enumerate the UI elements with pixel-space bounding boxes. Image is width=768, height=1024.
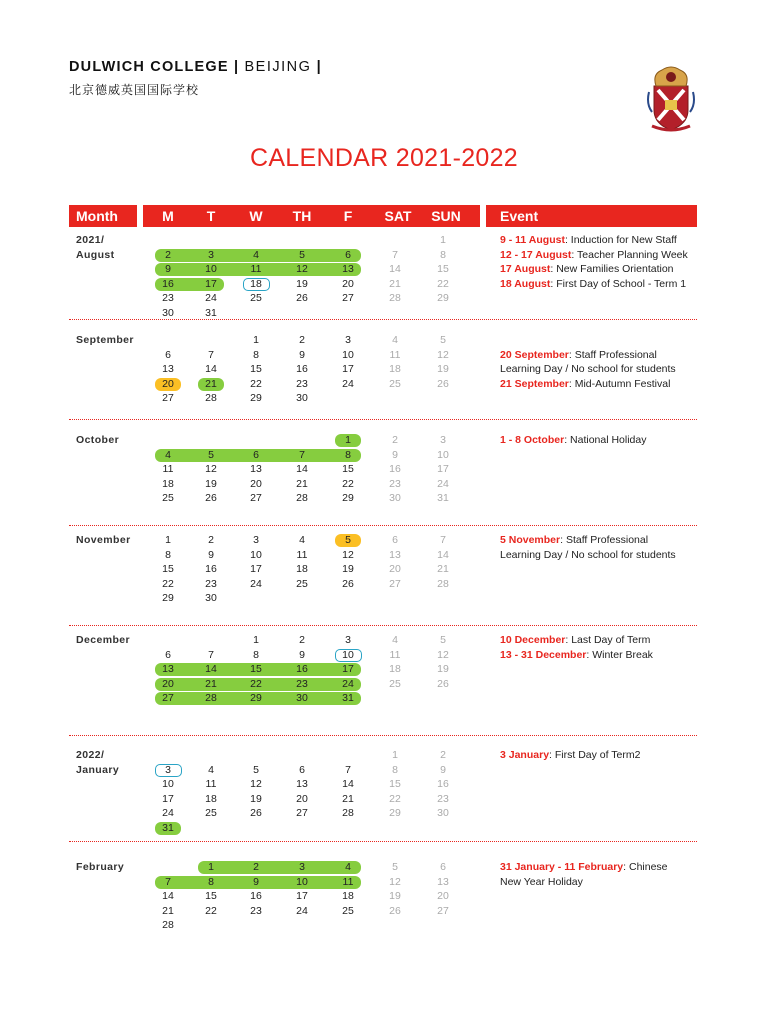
day-number: 28 <box>205 692 217 704</box>
header-weekdays <box>143 205 480 227</box>
day-number: 8 <box>345 448 351 461</box>
event-entry <box>500 633 650 648</box>
weekend-day-number: 1 <box>440 234 446 246</box>
day-number: 4 <box>165 448 171 461</box>
day-number: 12 <box>342 548 354 561</box>
weekend-day-number: 2 <box>440 749 446 761</box>
weekend-day-number: 14 <box>437 548 449 561</box>
day-number: 6 <box>299 763 305 776</box>
day-number: 25 <box>296 577 308 590</box>
weekend-day-number: 17 <box>437 463 449 475</box>
day-number: 6 <box>165 648 171 661</box>
month-label-line: August <box>76 248 115 261</box>
header-month <box>69 205 137 227</box>
weekend-day-number: 12 <box>437 348 449 361</box>
day-number: 1 <box>253 634 259 646</box>
month-label-line: December <box>76 634 130 646</box>
event-entry <box>500 233 677 248</box>
weekend-day-number: 4 <box>392 634 398 646</box>
event-text: : National Holiday <box>564 434 647 446</box>
day-number: 7 <box>165 875 171 888</box>
day-number: 31 <box>162 821 174 834</box>
day-number: 17 <box>342 663 354 675</box>
day-number: 1 <box>165 534 171 546</box>
day-number: 21 <box>205 377 217 390</box>
day-number: 26 <box>205 492 217 504</box>
event-date: 13 - 31 December <box>500 648 587 661</box>
month-separator <box>69 625 697 626</box>
day-number: 24 <box>342 377 354 390</box>
event-text: : Staff Professional <box>560 534 649 546</box>
day-number: 12 <box>250 778 262 790</box>
day-number: 28 <box>162 919 174 931</box>
day-number: 17 <box>342 363 354 375</box>
day-number: 29 <box>250 392 262 404</box>
event-date: 20 September <box>500 348 569 361</box>
day-number: 14 <box>205 363 217 375</box>
weekend-day-number: 27 <box>389 577 401 590</box>
day-number: 12 <box>205 463 217 475</box>
day-number: 24 <box>296 904 308 917</box>
day-number: 5 <box>208 448 214 461</box>
weekend-day-number: 6 <box>392 534 398 546</box>
day-number: 22 <box>205 904 217 917</box>
day-number: 7 <box>208 348 214 361</box>
weekend-day-number: 19 <box>389 890 401 902</box>
day-number: 2 <box>165 248 171 261</box>
day-number: 1 <box>253 334 259 346</box>
day-number: 30 <box>296 392 308 404</box>
weekend-day-number: 20 <box>389 563 401 575</box>
weekend-day-number: 21 <box>389 277 401 290</box>
calendar-title: CALENDAR 2021-2022 <box>249 144 519 172</box>
day-number: 22 <box>342 477 354 490</box>
event-text: : Staff Professional <box>568 348 657 361</box>
day-number: 3 <box>345 634 351 646</box>
day-number: 9 <box>299 648 305 661</box>
day-number: 23 <box>296 377 308 390</box>
day-number: 20 <box>250 477 262 490</box>
day-number: 4 <box>299 534 305 546</box>
day-number: 23 <box>250 904 262 917</box>
month-label <box>76 233 115 262</box>
day-number: 10 <box>296 875 308 888</box>
day-number: 21 <box>205 677 217 690</box>
event-date: 21 September <box>500 377 569 390</box>
day-number: 2 <box>208 534 214 546</box>
header-day-wed: W <box>249 208 263 224</box>
month-label-line: January <box>76 763 120 776</box>
college-crest-logo <box>646 64 696 132</box>
day-number: 13 <box>162 363 174 375</box>
event-date: 17 August <box>500 263 551 275</box>
month-separator <box>69 419 697 420</box>
day-number: 16 <box>205 563 217 575</box>
day-number: 20 <box>162 377 174 390</box>
day-number: 16 <box>296 663 308 675</box>
day-number: 21 <box>162 904 174 917</box>
weekend-day-number: 27 <box>437 904 449 917</box>
day-number: 26 <box>250 807 262 819</box>
day-number: 8 <box>165 548 171 561</box>
brand-city: BEIJING <box>244 59 312 75</box>
month-separator <box>69 841 697 842</box>
day-number: 29 <box>250 692 262 704</box>
day-number: 18 <box>162 477 174 490</box>
day-number: 2 <box>299 334 305 346</box>
day-number: 21 <box>296 477 308 490</box>
event-date: 18 August <box>500 277 551 290</box>
day-number: 14 <box>342 778 354 790</box>
day-number: 1 <box>345 434 351 446</box>
day-number: 23 <box>205 577 217 590</box>
day-number: 25 <box>205 807 217 819</box>
weekend-day-number: 24 <box>437 477 449 490</box>
month-label <box>76 748 119 777</box>
brand-name: DULWICH COLLEGE | BEIJING | <box>69 59 322 75</box>
day-number: 24 <box>162 807 174 819</box>
weekend-day-number: 9 <box>392 448 398 461</box>
event-text: Learning Day / No school for students <box>500 548 676 561</box>
day-number: 13 <box>162 663 174 675</box>
header-event-label: Event <box>500 208 539 224</box>
day-number: 24 <box>342 677 354 690</box>
day-number: 11 <box>296 548 308 561</box>
weekend-day-number: 18 <box>389 663 401 675</box>
day-number: 18 <box>250 277 262 290</box>
day-number: 23 <box>296 677 308 690</box>
weekend-day-number: 11 <box>389 348 401 361</box>
day-number: 9 <box>299 348 305 361</box>
weekend-day-number: 20 <box>437 890 449 902</box>
day-number: 27 <box>162 392 174 404</box>
day-number: 6 <box>345 248 351 261</box>
day-number: 25 <box>162 492 174 504</box>
weekend-day-number: 12 <box>437 648 449 661</box>
month-label-line: 2022/ <box>76 749 105 761</box>
event-entry <box>500 362 676 377</box>
day-number: 30 <box>162 306 174 319</box>
day-number: 15 <box>250 663 262 675</box>
day-number: 14 <box>205 663 217 675</box>
event-date: 1 - 8 October <box>500 434 565 446</box>
weekend-day-number: 28 <box>389 292 401 304</box>
weekend-day-number: 15 <box>437 263 449 275</box>
event-text: : Last Day of Term <box>565 634 651 646</box>
day-number: 19 <box>205 477 217 490</box>
weekend-day-number: 2 <box>392 434 398 446</box>
month-label <box>76 860 124 875</box>
weekend-day-number: 22 <box>437 277 449 290</box>
day-number: 3 <box>165 763 171 776</box>
day-number: 18 <box>205 792 217 805</box>
event-text: : Winter Break <box>586 648 653 661</box>
day-number: 8 <box>208 875 214 888</box>
header-day-tue: T <box>206 208 216 224</box>
day-number: 3 <box>345 334 351 346</box>
weekend-day-number: 8 <box>440 248 446 261</box>
weekend-day-number: 3 <box>440 434 446 446</box>
day-number: 9 <box>253 875 259 888</box>
day-number: 10 <box>162 778 174 790</box>
day-number: 27 <box>250 492 262 504</box>
day-number: 2 <box>299 634 305 646</box>
event-entry <box>500 248 688 263</box>
day-number: 6 <box>165 348 171 361</box>
day-number: 5 <box>299 248 305 261</box>
event-text: : Chinese <box>623 861 668 873</box>
event-entry <box>500 277 686 292</box>
day-number: 25 <box>250 292 262 304</box>
weekend-day-number: 25 <box>389 377 401 390</box>
day-number: 29 <box>342 492 354 504</box>
day-number: 26 <box>296 292 308 304</box>
event-text: : Mid-Autumn Festival <box>568 377 671 390</box>
weekend-day-number: 29 <box>437 292 449 304</box>
day-number: 9 <box>165 263 171 275</box>
brand-block <box>69 59 322 98</box>
weekend-day-number: 15 <box>389 778 401 790</box>
day-number: 8 <box>253 348 259 361</box>
month-label-line: 2021/ <box>76 234 105 246</box>
weekend-day-number: 19 <box>437 663 449 675</box>
day-number: 2 <box>253 861 259 873</box>
header-event <box>486 205 697 227</box>
day-number: 18 <box>342 890 354 902</box>
event-entry <box>500 533 648 548</box>
weekend-day-number: 26 <box>389 904 401 917</box>
day-number: 13 <box>296 778 308 790</box>
weekend-day-number: 30 <box>437 807 449 819</box>
day-number: 17 <box>205 277 217 290</box>
day-number: 20 <box>342 277 354 290</box>
weekend-day-number: 5 <box>392 861 398 873</box>
month-separator <box>69 735 697 736</box>
weekend-day-number: 13 <box>389 548 401 561</box>
day-number: 24 <box>250 577 262 590</box>
day-number: 19 <box>296 277 308 290</box>
header-day-thu: TH <box>292 208 312 224</box>
brand-name-cn: 北京德威英国国际学校 <box>69 83 200 97</box>
day-number: 10 <box>250 548 262 561</box>
day-number: 10 <box>342 648 354 661</box>
day-number: 3 <box>253 534 259 546</box>
month-separator <box>69 525 697 526</box>
day-number: 11 <box>162 463 174 475</box>
day-number: 5 <box>253 763 259 776</box>
day-number: 4 <box>345 861 351 873</box>
day-number: 26 <box>342 577 354 590</box>
header-day-fri: F <box>343 208 353 224</box>
weekend-day-number: 16 <box>389 463 401 475</box>
day-number: 3 <box>299 861 305 873</box>
weekend-day-number: 5 <box>440 334 446 346</box>
weekend-day-number: 12 <box>389 875 401 888</box>
day-number: 7 <box>208 648 214 661</box>
weekend-day-number: 14 <box>389 263 401 275</box>
day-number: 14 <box>296 463 308 475</box>
weekend-day-number: 23 <box>437 792 449 805</box>
day-number: 15 <box>205 890 217 902</box>
weekend-day-number: 31 <box>437 492 449 504</box>
month-label <box>76 333 134 348</box>
event-date: 31 January - 11 February <box>500 861 624 873</box>
event-entry <box>500 262 674 277</box>
day-number: 18 <box>296 563 308 575</box>
day-number: 22 <box>250 677 262 690</box>
day-number: 7 <box>345 763 351 776</box>
day-number: 20 <box>162 677 174 690</box>
day-number: 6 <box>253 448 259 461</box>
day-number: 30 <box>296 692 308 704</box>
event-entry <box>500 433 646 448</box>
weekend-day-number: 7 <box>440 534 446 546</box>
header-day-mon: M <box>162 208 174 224</box>
event-entry <box>500 648 653 663</box>
event-text: : First Day of Term2 <box>549 749 641 761</box>
day-number: 17 <box>162 792 174 805</box>
month-label-line: September <box>76 334 134 346</box>
weekend-day-number: 21 <box>437 563 449 575</box>
weekend-day-number: 8 <box>392 763 398 776</box>
weekend-day-number: 11 <box>389 648 401 661</box>
weekend-day-number: 22 <box>389 792 401 805</box>
day-number: 27 <box>162 692 174 704</box>
day-number: 31 <box>205 306 217 319</box>
month-label-line: February <box>76 861 125 873</box>
header-month-label: Month <box>76 208 118 224</box>
day-number: 21 <box>342 792 354 805</box>
day-number: 5 <box>345 534 351 546</box>
event-entry <box>500 548 676 563</box>
weekend-day-number: 25 <box>389 677 401 690</box>
day-number: 16 <box>250 890 262 902</box>
day-number: 4 <box>208 763 214 776</box>
weekend-day-number: 28 <box>437 577 449 590</box>
event-entry <box>500 875 583 890</box>
day-number: 27 <box>296 807 308 819</box>
day-number: 22 <box>162 577 174 590</box>
day-number: 13 <box>250 463 262 475</box>
day-number: 11 <box>250 263 262 275</box>
month-label-line: October <box>76 434 120 446</box>
weekend-day-number: 6 <box>440 861 446 873</box>
event-text: : Teacher Planning Week <box>571 248 688 261</box>
day-number: 4 <box>253 248 259 261</box>
day-number: 1 <box>208 861 214 873</box>
month-label <box>76 533 131 548</box>
day-number: 19 <box>342 563 354 575</box>
weekend-day-number: 26 <box>437 377 449 390</box>
day-number: 13 <box>342 263 354 275</box>
weekend-day-number: 29 <box>389 807 401 819</box>
day-number: 3 <box>208 248 214 261</box>
event-date: 3 January <box>500 749 550 761</box>
month-label-line: November <box>76 534 131 546</box>
event-text: : First Day of School - Term 1 <box>550 277 687 290</box>
day-number: 10 <box>205 263 217 275</box>
event-entry <box>500 748 640 763</box>
day-number: 9 <box>208 548 214 561</box>
day-number: 11 <box>342 875 354 888</box>
weekend-day-number: 9 <box>440 763 446 776</box>
event-entry <box>500 348 657 363</box>
header-day-sat: SAT <box>384 208 412 224</box>
event-text: New Year Holiday <box>500 875 583 888</box>
event-entry <box>500 377 670 392</box>
day-number: 19 <box>250 792 262 805</box>
day-number: 28 <box>296 492 308 504</box>
day-number: 29 <box>162 592 174 604</box>
weekend-day-number: 18 <box>389 363 401 375</box>
event-date: 5 November <box>500 534 561 546</box>
day-number: 15 <box>342 463 354 475</box>
event-text: : New Families Orientation <box>550 263 674 275</box>
day-number: 17 <box>250 563 262 575</box>
day-number: 14 <box>162 890 174 902</box>
month-label <box>76 433 119 448</box>
weekend-day-number: 30 <box>389 492 401 504</box>
day-number: 15 <box>250 363 262 375</box>
event-entry <box>500 860 668 875</box>
event-date: 9 - 11 August <box>500 234 565 246</box>
weekend-day-number: 7 <box>392 248 398 261</box>
day-number: 7 <box>299 448 305 461</box>
day-number: 31 <box>342 692 354 704</box>
day-number: 11 <box>205 778 217 790</box>
weekend-day-number: 23 <box>389 477 401 490</box>
day-number: 20 <box>296 792 308 805</box>
day-number: 16 <box>296 363 308 375</box>
weekend-day-number: 16 <box>437 778 449 790</box>
weekend-day-number: 4 <box>392 334 398 346</box>
event-text: : Induction for New Staff <box>564 234 677 246</box>
weekend-day-number: 10 <box>437 448 449 461</box>
event-text: Learning Day / No school for students <box>500 363 676 375</box>
day-number: 15 <box>162 563 174 575</box>
highlight-holiday-bar <box>198 861 361 874</box>
day-number: 23 <box>162 292 174 304</box>
day-number: 10 <box>342 348 354 361</box>
weekend-day-number: 5 <box>440 634 446 646</box>
day-number: 28 <box>342 807 354 819</box>
month-label <box>76 633 130 648</box>
event-date: 12 - 17 August <box>500 248 572 261</box>
day-number: 12 <box>296 263 308 275</box>
weekend-day-number: 13 <box>437 875 449 888</box>
day-number: 27 <box>342 292 354 304</box>
day-number: 24 <box>205 292 217 304</box>
header-day-sun: SUN <box>431 208 461 224</box>
weekend-day-number: 19 <box>437 363 449 375</box>
weekend-day-number: 26 <box>437 677 449 690</box>
weekend-day-number: 1 <box>392 749 398 761</box>
day-number: 22 <box>250 377 262 390</box>
day-number: 8 <box>253 648 259 661</box>
event-date: 10 December <box>500 634 566 646</box>
day-number: 25 <box>342 904 354 917</box>
brand-name-en: DULWICH COLLEGE <box>69 59 229 75</box>
day-number: 28 <box>205 392 217 404</box>
day-number: 16 <box>162 277 174 290</box>
day-number: 17 <box>296 890 308 902</box>
day-number: 30 <box>205 592 217 604</box>
